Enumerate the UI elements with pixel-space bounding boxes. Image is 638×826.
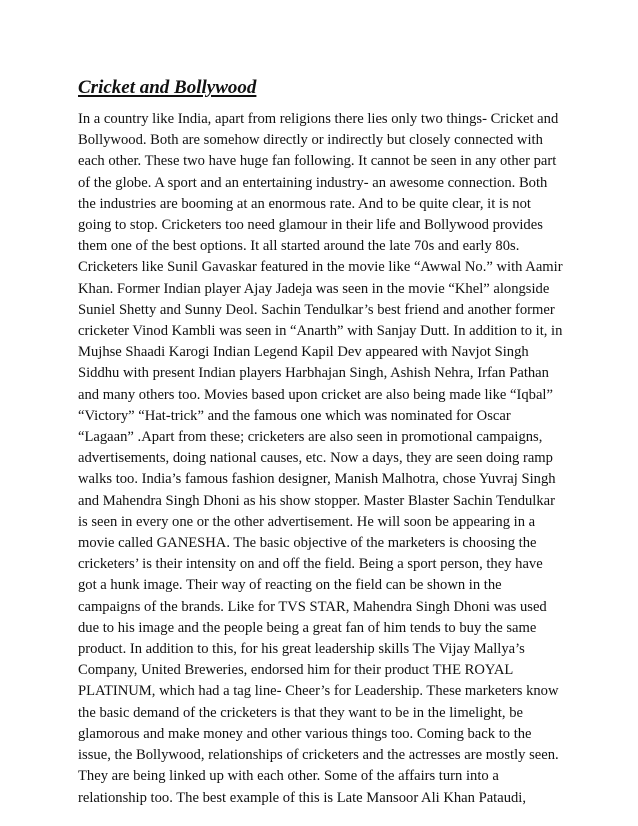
text-line: the industries are booming at an enormous rate. And to be quite clear, it is not <box>78 195 531 212</box>
text-line: Khan. Former Indian player Ajay Jadeja was seen in the movie “Khel” alongside <box>78 280 550 297</box>
text-line: Cricketers like Sunil Gavaskar featured in the movie like “Awwal No.” with Aamir <box>78 259 563 276</box>
text-line: relationship too. The best example of this is Late Mansoor Ali Khan Pataudi, <box>78 789 527 806</box>
text-line: cricketer Vinod Kambli was seen in “Anarth” with Sanjay Dutt. In addition to it, in <box>78 323 563 340</box>
text-line: the basic demand of the cricketers is that they want to be in the limelight, be <box>78 704 523 721</box>
text-line: glamorous and make money and other various things too. Coming back to the <box>78 725 532 742</box>
text-line: In a country like India, apart from religions there lies only two things- Cricket and <box>78 111 559 127</box>
text-line: “Lagaan” .Apart from these; cricketers are also seen in promotional campaigns, <box>78 429 543 446</box>
text-line: and many others too. Movies based upon cricket are also being made like “Iqbal” <box>78 386 553 403</box>
text-line: due to his image and the people being a great fan of him tends to buy the same <box>78 619 537 636</box>
text-line: is seen in every one or the other advertisement. He will soon be appearing in a <box>78 513 536 530</box>
text-line: and Mahendra Singh Dhoni as his show stopper. Master Blaster Sachin Tendulkar <box>78 492 555 509</box>
text-line: Mujhse Shaadi Karogi Indian Legend Kapil Dev appeared with Navjot Singh <box>78 344 529 361</box>
document-title: Cricket and Bollywood <box>78 77 257 98</box>
text-line: “Victory” “Hat-trick” and the famous one which was nominated for Oscar <box>78 407 511 424</box>
text-line: Siddhu with present Indian players Harbhajan Singh, Ashish Nehra, Irfan Pathan <box>78 365 549 382</box>
text-line: product. In addition to this, for his great leadership skills The Vijay Mallya’s <box>78 641 525 658</box>
text-line: Suniel Shetty and Sunny Deol. Sachin Tendulkar’s best friend and another former <box>78 301 555 318</box>
text-line: campaigns of the brands. Like for TVS STAR, Mahendra Singh Dhoni was used <box>78 598 547 615</box>
text-line: got a hunk image. Their way of reacting on the field can be shown in the <box>78 577 502 594</box>
text-line: them one of the best options. It all started around the late 70s and early 80s. <box>78 238 520 255</box>
text-line: each other. These two have huge fan following. It cannot be seen in any other part <box>78 153 557 170</box>
body-paragraph <box>78 109 598 809</box>
text-line: cricketers’ is their intensity on and off the field. Being a sport person, they have <box>78 556 543 573</box>
text-line: of the globe. A sport and an entertaining industry- an awesome connection. Both <box>78 174 548 191</box>
text-line: advertisements, doing national causes, etc. Now a days, they are seen doing ramp <box>78 450 553 467</box>
text-line: issue, the Bollywood, relationships of cricketers and the actresses are mostly seen. <box>78 747 559 764</box>
text-line: They are being linked up with each other. Some of the affairs turn into a <box>78 768 499 785</box>
text-line: going to stop. Cricketers too need glamour in their life and Bollywood provides <box>78 217 543 234</box>
text-line: walks too. India’s famous fashion designer, Manish Malhotra, chose Yuvraj Singh <box>78 471 556 488</box>
text-line: PLATINUM, which had a tag line- Cheer’s for Leadership. These marketers know <box>78 683 559 700</box>
text-line: Company, United Breweries, endorsed him for their product THE ROYAL <box>78 662 514 679</box>
text-line: movie called GANESHA. The basic objective of the marketers is choosing the <box>78 535 537 552</box>
text-line: Bollywood. Both are somehow directly or indirectly but closely connected with <box>78 132 543 149</box>
